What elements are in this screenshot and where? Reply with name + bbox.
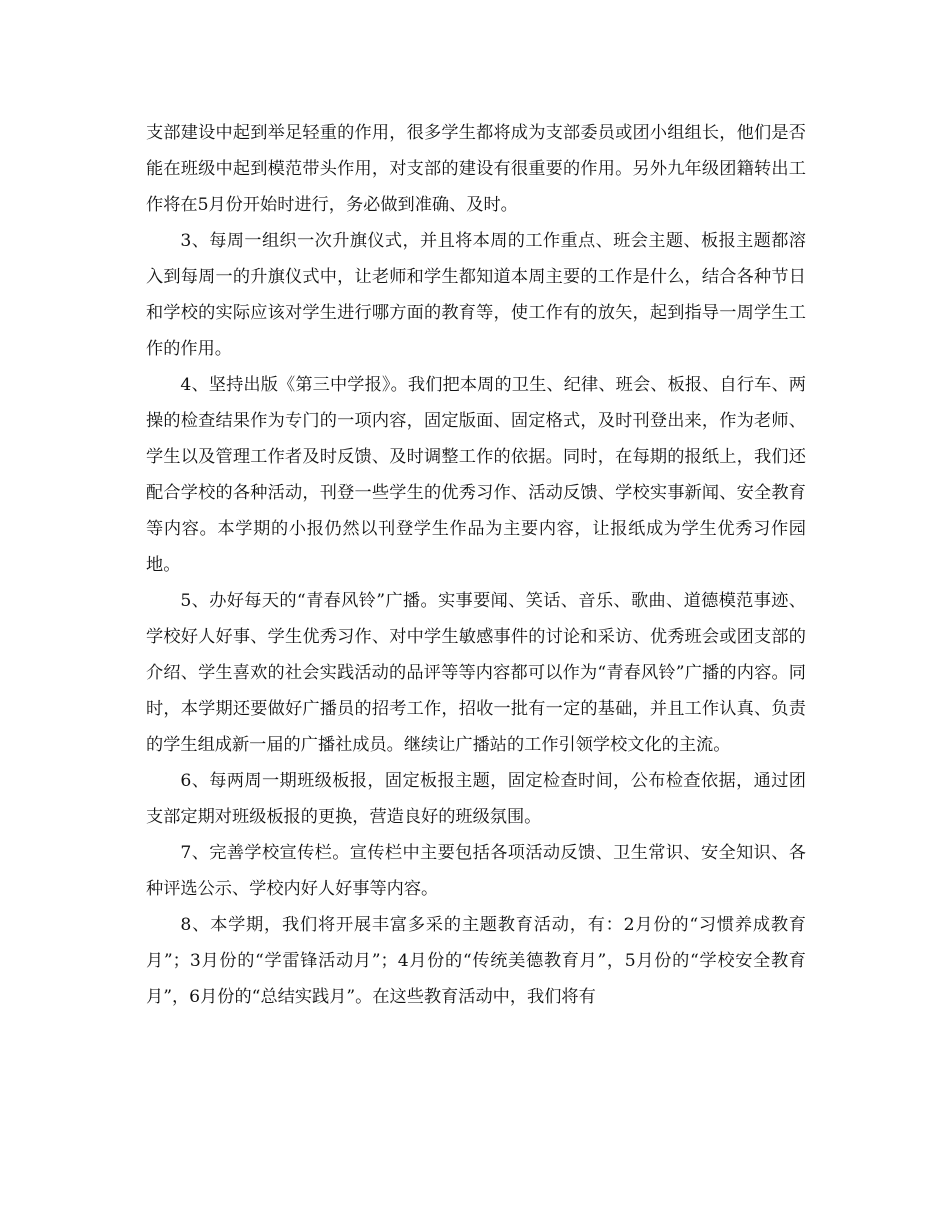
paragraph-item-3: 3、每周一组织一次升旗仪式，并且将本周的工作重点、班会主题、板报主题都溶入到每周一的升旗仪式中，让老师和学生都知道本周主要的工作是什么，结合各种节日和学校的实际应该对学生进行哪方面的教育等，使工作有的放矢，起到指导一周学生工作的作用。 <box>146 231 806 359</box>
document-body <box>146 115 806 1015</box>
paragraph-item-4: 4、坚持出版《第三中学报》。我们把本周的卫生、纪律、班会、板报、自行车、两操的检查结果作为专门的一项内容，固定版面、固定格式，及时刊登出来，作为老师、学生以及管理工作者及时反馈、及时调整工作的依据。同时，在每期的报纸上，我们还配合学校的各种活动，刊登一些学生的优秀习作、活动反馈、学校实事新闻、安全教育等内容。本学期的小报仍然以刊登学生作品为主要内容，让报纸成为学生优秀习作园地。 <box>146 375 806 575</box>
paragraph-item-5: 5、办好每天的“青春风铃”广播。实事要闻、笑话、音乐、歌曲、道德模范事迹、学校好人好事、学生优秀习作、对中学生敏感事件的讨论和采访、优秀班会或团支部的介绍、学生喜欢的社会实践活动的品评等等内容都可以作为“青春风铃”广播的内容。同时，本学期还要做好广播员的招考工作，招收一批有一定的基础，并且工作认真、负责的学生组成新一届的广播社成员。继续让广播站的工作引领学校文化的主流。 <box>146 591 806 755</box>
paragraph-item-6: 6、每两周一期班级板报，固定板报主题，固定检查时间，公布检查依据，通过团支部定期对班级板报的更换，营造良好的班级氛围。 <box>146 771 806 827</box>
paragraph-continuation: 支部建设中起到举足轻重的作用，很多学生都将成为支部委员或团小组组长，他们是否能在班级中起到模范带头作用，对支部的建设有很重要的作用。另外九年级团籍转出工作将在5月份开始时进行，务必做到准确、及时。 <box>146 123 806 215</box>
paragraph-item-7: 7、完善学校宣传栏。宣传栏中主要包括各项活动反馈、卫生常识、安全知识、各种评选公示、学校内好人好事等内容。 <box>146 843 806 899</box>
paragraph-item-8: 8、本学期，我们将开展丰富多采的主题教育活动，有：2月份的“习惯养成教育月”；3月份的“学雷锋活动月”；4月份的“传统美德教育月”，5月份的“学校安全教育月”，6月份的“总结实践月”。在这些教育活动中，我们将有 <box>146 915 806 1007</box>
